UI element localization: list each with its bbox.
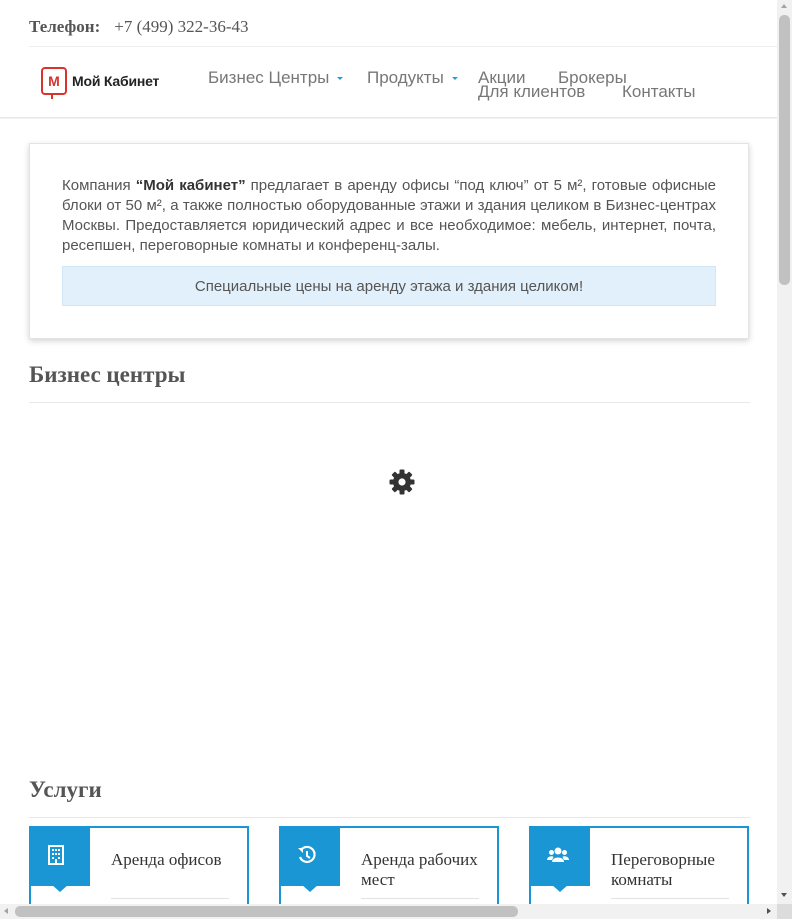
scroll-right-icon[interactable] xyxy=(767,908,771,914)
building-icon xyxy=(47,845,65,865)
service-card-meeting-rooms[interactable] xyxy=(529,826,749,904)
service-icon-box xyxy=(279,826,340,886)
service-icon-box xyxy=(529,826,590,886)
intro-card xyxy=(29,143,749,339)
service-title: Переговорные комнаты xyxy=(611,850,715,889)
company-name: “Мой кабинет” xyxy=(135,177,246,194)
nav-for-clients[interactable]: Для клиентов xyxy=(478,82,586,101)
logo-icon: М xyxy=(41,67,67,95)
history-icon xyxy=(297,845,317,865)
scrollbar-corner xyxy=(777,904,792,919)
nav-business-centers[interactable] xyxy=(208,68,343,88)
nav-brokers[interactable]: Брокеры xyxy=(558,68,627,87)
service-divider xyxy=(111,898,229,899)
intro-text xyxy=(62,176,716,256)
chevron-down-icon xyxy=(452,77,458,80)
service-card-workplaces[interactable] xyxy=(279,826,499,904)
intro-prefix: Компания xyxy=(62,177,136,194)
header-divider xyxy=(0,117,777,119)
phone-link[interactable]: +7 (499) 322-36-43 xyxy=(114,17,249,36)
special-offer-banner: Специальные цены на аренду этажа и здания целиком! xyxy=(62,266,716,306)
nav-label: Бизнес Центры xyxy=(208,68,330,87)
phone-label: Телефон: xyxy=(29,17,101,36)
topbar-divider xyxy=(29,46,777,47)
service-card-offices[interactable] xyxy=(29,826,249,904)
services-title: Услуги xyxy=(29,777,102,802)
vertical-scrollbar[interactable] xyxy=(777,0,792,904)
nav-promotions[interactable]: Акции xyxy=(478,68,526,87)
vertical-scroll-thumb[interactable] xyxy=(779,15,790,285)
gear-icon xyxy=(388,468,416,496)
nav-label: Продукты xyxy=(367,68,444,87)
site-logo[interactable] xyxy=(41,67,159,95)
horizontal-scroll-thumb[interactable] xyxy=(15,906,518,917)
business-centers-divider xyxy=(29,402,750,403)
scroll-left-icon[interactable] xyxy=(4,908,8,914)
business-centers-title: Бизнес центры xyxy=(29,362,186,387)
chevron-down-icon xyxy=(337,77,343,80)
service-divider xyxy=(611,898,729,899)
scroll-up-icon[interactable] xyxy=(781,4,787,8)
service-title: Аренда рабочих мест xyxy=(361,850,478,889)
services-divider xyxy=(29,817,750,818)
logo-text: Мой Кабинет xyxy=(72,73,160,89)
horizontal-scrollbar[interactable] xyxy=(0,904,777,919)
service-icon-box xyxy=(29,826,90,886)
scroll-down-icon[interactable] xyxy=(781,893,787,897)
service-title: Аренда офисов xyxy=(111,850,222,869)
users-icon xyxy=(547,845,569,865)
intro-body: предлагает в аренду офисы “под ключ” от 5 м², готовые офисные блоки от 50 м², а также полностью оборудованные этажи и здания целиком в Бизнес-центрах Москвы. Предоставляется юридический адрес и все необходимое: мебель, интернет, почта, ресепшен, переговорные комнаты и конференц-залы. xyxy=(62,177,716,254)
nav-contacts[interactable]: Контакты xyxy=(622,82,696,101)
service-divider xyxy=(361,898,479,899)
nav-products[interactable] xyxy=(367,68,458,88)
topbar xyxy=(29,14,248,40)
